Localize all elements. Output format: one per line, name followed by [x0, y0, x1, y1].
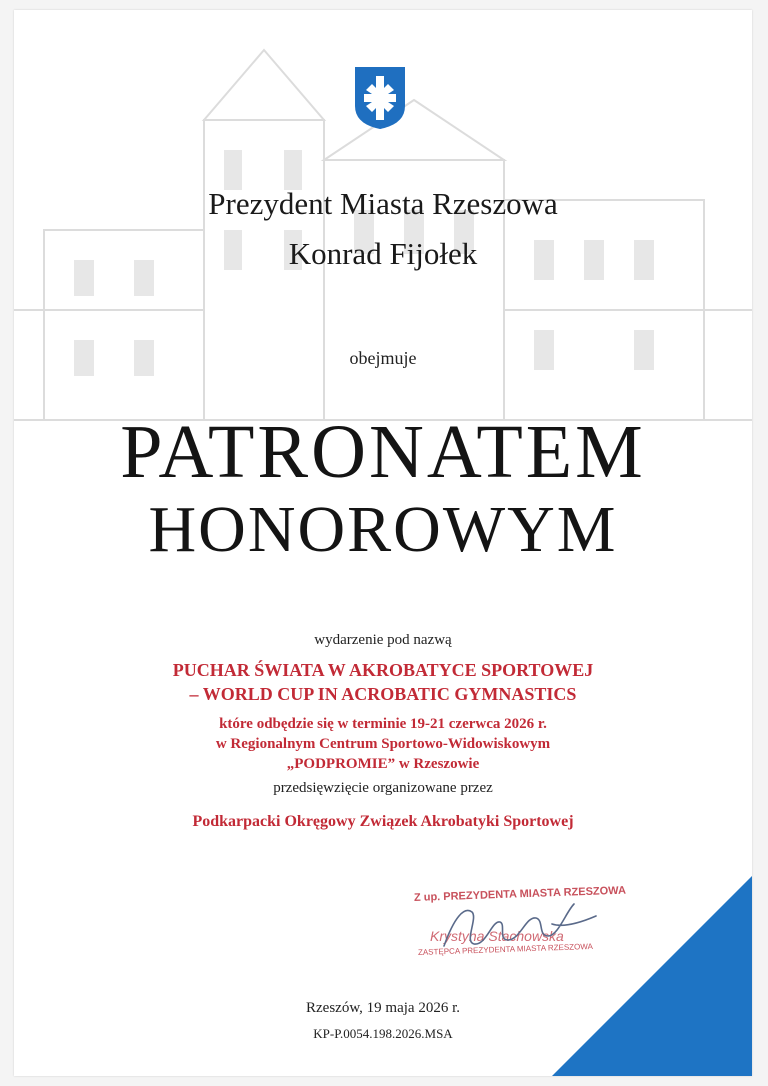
signature-icon [434, 898, 604, 958]
stamp-line3: ZASTĘPCA PREZYDENTA MIASTA RZESZOWA [417, 941, 594, 957]
stamp-line1: Z up. PREZYDENTA MIASTA RZESZOWA [413, 884, 627, 904]
rzeszow-coat-of-arms-icon [354, 66, 406, 130]
event-label: wydarzenie pod nazwą [314, 632, 452, 648]
president-title: Prezydent Miasta Rzeszowa [208, 186, 558, 221]
organizer-name: Podkarpacki Okręgowy Związek Akrobatyki Sportowej [192, 813, 574, 830]
patronage-title-line2: HONOROWYM [148, 493, 618, 566]
event-details-line2: w Regionalnym Centrum Sportowo-Widowiskowym [215, 736, 551, 752]
reference-number: KP-P.0054.198.2026.MSA [313, 1026, 453, 1041]
event-details-line3: „PODPROMIE” w Rzeszowie [286, 756, 480, 772]
stamp-line2: Krystyna Stachowska [430, 928, 564, 944]
event-name-line1: PUCHAR ŚWIATA W AKROBATYCE SPORTOWEJ [172, 660, 594, 680]
issue-date: Rzeszów, 19 maja 2026 r. [306, 1000, 460, 1016]
accepts-text: obejmuje [349, 348, 417, 368]
organizer-label: przedsięwzięcie organizowane przez [273, 780, 493, 796]
event-details-line1: które odbędzie się w terminie 19-21 czerwca 2026 r. [219, 716, 547, 732]
president-name: Konrad Fijołek [288, 236, 478, 271]
patronage-title-line1: PATRONATEM [120, 410, 646, 494]
event-name-line2: – WORLD CUP IN ACROBATIC GYMNASTICS [189, 684, 577, 704]
certificate-page [14, 10, 752, 1076]
